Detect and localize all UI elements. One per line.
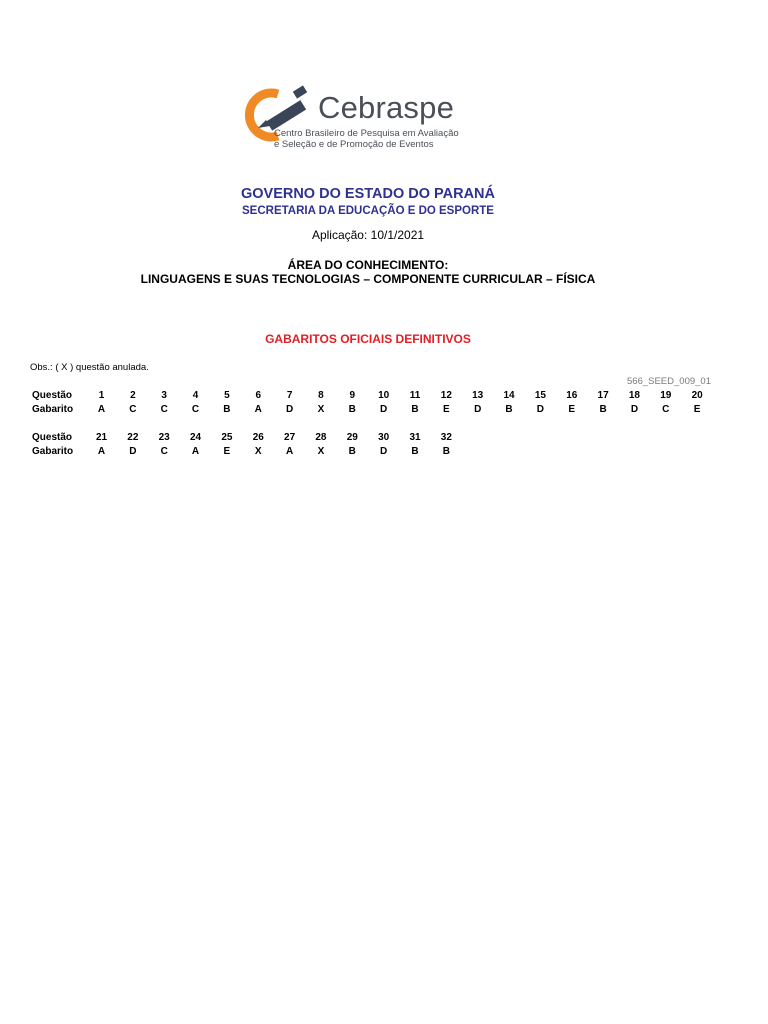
question-number: 14: [503, 390, 515, 401]
question-number: 26: [252, 432, 264, 443]
document-code: 566_SEED_009_01: [627, 376, 711, 387]
answer-letter: A: [97, 404, 106, 415]
answer-letter: B: [442, 446, 450, 457]
answer-letter: X: [317, 404, 325, 415]
question-label: Questão: [32, 432, 73, 443]
question-label: Questão: [32, 390, 73, 401]
answer-letter: D: [474, 404, 482, 415]
answer-label: Gabarito: [32, 446, 74, 457]
answer-letter: E: [443, 404, 450, 415]
answer-letter: D: [536, 404, 544, 415]
question-number: 9: [349, 390, 356, 401]
answer-letter: A: [97, 446, 106, 457]
question-number: 11: [409, 390, 421, 401]
answer-letter: E: [693, 404, 701, 415]
area-label: ÁREA DO CONHECIMENTO:: [287, 258, 449, 272]
answer-letter: D: [380, 404, 388, 415]
question-number: 1: [98, 390, 105, 401]
question-number: 13: [472, 390, 484, 401]
answer-letter: D: [630, 404, 639, 415]
question-number: 12: [440, 390, 452, 401]
answer-letter: D: [129, 446, 137, 457]
answer-letter: B: [348, 404, 356, 415]
logo-subtitle-line1: Centro Brasileiro de Pesquisa em Avaliação: [274, 128, 459, 139]
answers-title: GABARITOS OFICIAIS DEFINITIVOS: [265, 332, 471, 346]
question-number: 19: [660, 390, 672, 401]
question-number: 27: [284, 432, 296, 443]
answer-letter: C: [160, 446, 168, 457]
question-number: 17: [597, 390, 609, 401]
logo-name: Cebraspe: [318, 90, 455, 125]
answer-letter: C: [191, 404, 200, 415]
answer-letter: C: [160, 404, 168, 415]
answer-letter: A: [285, 446, 294, 457]
question-number: 16: [566, 390, 578, 401]
answer-letter: X: [317, 446, 325, 457]
answer-letter: X: [254, 446, 262, 457]
answer-letter: B: [348, 446, 356, 457]
question-number: 2: [130, 390, 136, 401]
application-date: Aplicação: 10/1/2021: [311, 228, 425, 242]
question-number: 23: [158, 432, 170, 443]
question-number: 29: [346, 432, 358, 443]
question-number: 5: [224, 390, 230, 401]
question-number: 30: [378, 432, 390, 443]
answer-label: Gabarito: [32, 404, 74, 415]
question-number: 20: [691, 390, 703, 401]
question-number: 24: [189, 432, 202, 443]
answer-letter: B: [223, 404, 231, 415]
question-number: 25: [221, 432, 233, 443]
government-title: GOVERNO DO ESTADO DO PARANÁ: [240, 186, 496, 202]
area-name: LINGUAGENS E SUAS TECNOLOGIAS – COMPONENTE CURRICULAR – FÍSICA: [140, 272, 596, 286]
answer-letter: E: [223, 446, 231, 457]
answer-letter: B: [411, 404, 419, 415]
question-number: 28: [315, 432, 327, 443]
answer-letter: E: [568, 404, 576, 415]
question-number: 31: [409, 432, 421, 443]
question-number: 15: [534, 390, 546, 401]
logo-subtitle-line2: e Seleção e de Promoção de Eventos: [274, 139, 434, 150]
answer-letter: B: [599, 404, 607, 415]
answer-letter: D: [380, 446, 388, 457]
answer-letter: B: [411, 446, 419, 457]
answer-letter: B: [505, 404, 513, 415]
secretariat-title: SECRETARIA DA EDUCAÇÃO E DO ESPORTE: [242, 205, 494, 217]
question-number: 21: [95, 432, 108, 443]
answer-letter: A: [191, 446, 200, 457]
answer-letter: A: [254, 404, 262, 415]
obs-note: Obs.: ( X ) questão anulada.: [30, 362, 149, 373]
question-number: 4: [192, 390, 199, 401]
question-number: 18: [628, 390, 640, 401]
question-number: 8: [318, 390, 324, 401]
answer-letter: C: [129, 404, 137, 415]
question-number: 32: [440, 432, 452, 443]
question-number: 6: [255, 390, 262, 401]
question-number: 22: [127, 432, 139, 443]
question-number: 10: [378, 390, 390, 401]
question-number: 3: [161, 390, 167, 401]
cebraspe-logo: [244, 84, 464, 154]
answer-letter: C: [662, 404, 670, 415]
question-number: 7: [286, 390, 293, 401]
answer-letter: D: [285, 404, 294, 415]
